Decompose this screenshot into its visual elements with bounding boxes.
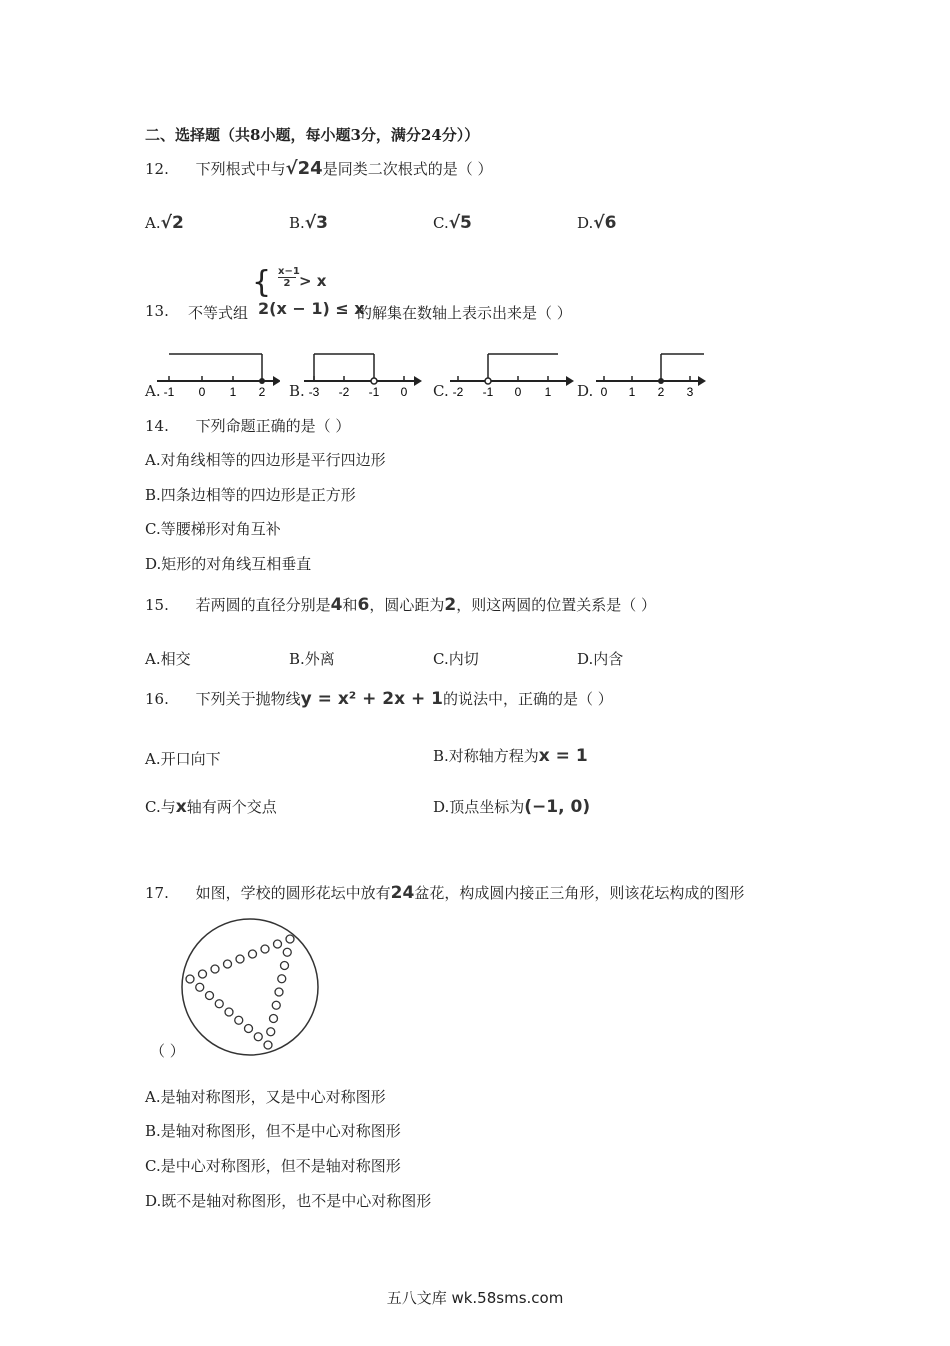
flower-pot [283, 948, 291, 956]
question-stem: ，圆心距为 [369, 596, 445, 614]
q17-option-b[interactable]: B.是轴对称图形，但不是中心对称图形 [145, 1122, 401, 1140]
q16-option-b[interactable] [433, 745, 588, 766]
question-number: 17. [145, 884, 169, 902]
flower-pot [186, 975, 194, 983]
q12-option-b[interactable] [289, 213, 328, 233]
q13-option-d[interactable]: D. [577, 382, 594, 400]
tick-label: -2 [452, 385, 464, 399]
tick-label: -2 [338, 385, 350, 399]
flower-pot [272, 1001, 280, 1009]
fraction-denominator: 2 [283, 278, 291, 289]
tick-label: -3 [308, 385, 320, 399]
question-number: 13. [145, 302, 169, 320]
question-stem: 是同类二次根式的是（ ） [322, 160, 493, 178]
question-stem: 的解集在数轴上表示出来是（ ） [357, 304, 572, 322]
q12-option-a[interactable] [145, 213, 184, 233]
q13-option-c[interactable]: C. [433, 382, 449, 400]
math-expr: > x [299, 272, 327, 290]
q14-option-c[interactable]: C.等腰梯形对角互补 [145, 520, 281, 538]
q15-option-d[interactable]: D.内含 [577, 650, 624, 668]
question-number: 15. [145, 596, 169, 614]
option-letter: A. [145, 214, 161, 232]
tick-label: 0 [600, 385, 608, 399]
question-stem: 的说法中，正确的是（ ） [443, 690, 613, 708]
q12-option-c[interactable] [433, 213, 472, 233]
flower-pot [254, 1033, 262, 1041]
tick-label: 0 [400, 385, 408, 399]
flower-pot [249, 950, 257, 958]
question-paren: （ ） [150, 1042, 185, 1060]
math-expr: 4 [330, 595, 343, 615]
flower-pot [235, 1016, 243, 1024]
question-stem: 不等式组 [188, 304, 249, 322]
q15-option-c[interactable]: C.内切 [433, 650, 479, 668]
question-14 [145, 415, 350, 436]
question-stem: ，则这两圆的位置关系是（ ） [456, 596, 656, 614]
option-letter: C. [433, 214, 449, 232]
tick-label: 1 [544, 385, 552, 399]
q15-option-b[interactable]: B.外离 [289, 650, 335, 668]
tick-label: -1 [368, 385, 380, 399]
flower-pot [225, 1008, 233, 1016]
question-16 [145, 688, 613, 709]
option-text: D.顶点坐标为 [433, 798, 525, 816]
q13-option-a[interactable]: A. [145, 382, 161, 400]
option-letter: B. [289, 214, 305, 232]
tick-label: 1 [628, 385, 636, 399]
option-letter: D. [577, 214, 594, 232]
math-expr: √24 [285, 158, 323, 179]
number-line-c [448, 348, 578, 400]
q12-option-d[interactable] [577, 213, 616, 233]
flower-pot [245, 1025, 253, 1033]
math-expr: y = x² + 2x + 1 [300, 689, 444, 709]
question-stem: 下列命题正确的是（ ） [195, 417, 351, 435]
question-number: 16. [145, 690, 169, 708]
math-expr: √6 [593, 213, 617, 233]
tick-label: -1 [482, 385, 494, 399]
q14-option-a[interactable]: A.对角线相等的四边形是平行四边形 [145, 451, 386, 469]
number-line-b [302, 348, 427, 400]
flower-pot [211, 965, 219, 973]
flower-pot [224, 960, 232, 968]
tick-label: -1 [163, 385, 175, 399]
section-title: 二、选择题（共8小题，每小题3分，满分24分）） [145, 126, 480, 144]
flower-pot [270, 1015, 278, 1023]
math-expr: 2 [444, 595, 457, 615]
number-line-a [155, 348, 280, 400]
q16-option-c[interactable] [145, 796, 277, 817]
q17-option-d[interactable]: D.既不是轴对称图形，也不是中心对称图形 [145, 1192, 432, 1210]
q15-option-a[interactable]: A.相交 [145, 650, 191, 668]
math-expr: √3 [304, 213, 328, 233]
flower-pot [278, 975, 286, 983]
math-expr: x [175, 797, 187, 817]
flower-pot [264, 1041, 272, 1049]
question-17 [145, 882, 744, 903]
q14-option-b[interactable]: B.四条边相等的四边形是正方形 [145, 486, 356, 504]
math-expr: (−1, 0) [524, 797, 591, 817]
option-text: B.对称轴方程为 [433, 747, 539, 765]
flower-pot [215, 1000, 223, 1008]
flowerbed-figure [170, 915, 330, 1060]
footer-watermark: 五八文库 wk.58sms.com [386, 1289, 564, 1307]
math-expr: 24 [390, 883, 415, 903]
flower-pot [196, 983, 204, 991]
math-expr: √2 [160, 213, 184, 233]
question-number: 12. [145, 160, 169, 178]
number-line-d [594, 348, 714, 400]
q14-option-d[interactable]: D.矩形的对角线互相垂直 [145, 555, 312, 573]
q17-option-a[interactable]: A.是轴对称图形，又是中心对称图形 [145, 1088, 386, 1106]
math-expr: 2(x − 1) ≤ x [258, 299, 365, 318]
question-stem: 下列关于抛物线 [195, 690, 301, 708]
q16-option-d[interactable] [433, 796, 590, 817]
flower-pot [286, 935, 294, 943]
fraction [278, 266, 300, 289]
flower-pot [274, 940, 282, 948]
tick-label: 0 [514, 385, 522, 399]
flower-pot [199, 970, 207, 978]
tick-label: 2 [657, 385, 665, 399]
question-number: 14. [145, 417, 169, 435]
question-15 [145, 594, 656, 615]
tick-label: 2 [258, 385, 266, 399]
q16-option-a[interactable]: A.开口向下 [145, 750, 221, 768]
math-expr: √5 [448, 213, 472, 233]
tick-label: 3 [686, 385, 694, 399]
question-stem: 若两圆的直径分别是 [195, 596, 331, 614]
q13-option-b[interactable]: B. [289, 382, 305, 400]
flower-pot [281, 962, 289, 970]
math-expr: x = 1 [538, 746, 588, 766]
flower-pot [275, 988, 283, 996]
flower-pot [236, 955, 244, 963]
math-expr: 6 [357, 595, 370, 615]
q17-option-c[interactable]: C.是中心对称图形，但不是轴对称图形 [145, 1157, 401, 1175]
flower-pot [267, 1028, 275, 1036]
option-text: C.与 [145, 798, 176, 816]
flower-pot [206, 992, 214, 1000]
option-text: 轴有两个交点 [186, 798, 277, 816]
tick-label: 0 [198, 385, 206, 399]
question-12 [145, 158, 493, 179]
question-stem: 和 [342, 596, 358, 614]
question-stem: 如图，学校的圆形花坛中放有 [195, 884, 391, 902]
brace-icon: { [252, 265, 272, 300]
question-stem: 盆花，构成圆内接正三角形，则该花坛构成的图形 [414, 884, 745, 902]
tick-label: 1 [229, 385, 237, 399]
flower-pot [261, 945, 269, 953]
question-stem: 下列根式中与 [195, 160, 286, 178]
fraction-numerator: x−1 [278, 266, 300, 277]
